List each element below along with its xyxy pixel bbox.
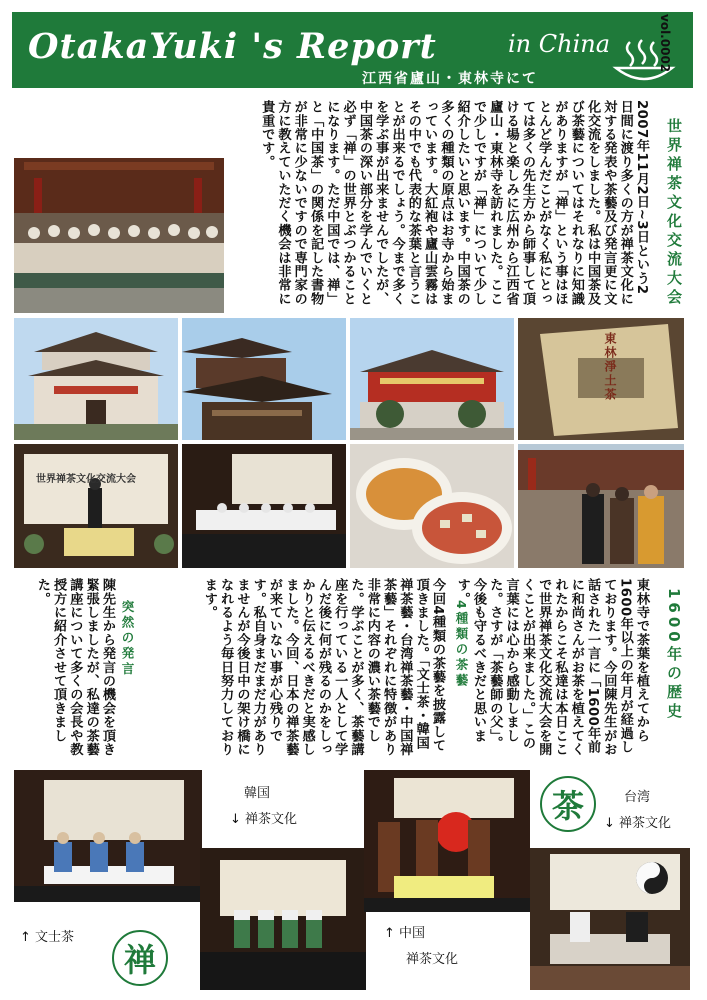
zen-character-badge: 禅 [112, 930, 168, 986]
conference-heading: 世界禅茶文化交流大会 [665, 118, 683, 308]
tea-book-title: 東林淨土茶 [603, 332, 617, 402]
chinese-zen-tea-photo [364, 770, 530, 912]
tea-book-photo [518, 318, 684, 440]
pagoda-roof-photo [182, 318, 346, 440]
group-with-monk-photo [518, 444, 684, 568]
conference-article: 2007年11月2日~3日という2日間に渡り多くの方が禅茶文化に対する発表や茶藝及び発言更に文化交流をしました。私は中国茶及び茶藝についてはそれなりに知識がありますが「禅」という事はほとんど学んだことがなく私にとっては多くの先生方から師事して頂ける場と楽しみに広州から江西省廬山・東林寺を訪れました。ここで少しですが「禅」について少し紹介したいと思います。中国茶の多くの種類の原点はお寺から始まっています。大紅袍や廬山雲霧はその中でも代表的な茶葉と言うことが出来るでしょう。今まで多くを学ぶ事が出来ませんでしたが、中国茶の深い部分を学んでいくと必ず「禅」の世界とぶつかることになります。ただ中国では、禅」と「中国茶」の関係を記した書物が非常に少ないですので専門家の方に教えていただく機会は非常に貴重です。 [259, 100, 649, 306]
speaker-photo [14, 444, 178, 568]
taiwan-zen-tea-photo [530, 848, 690, 990]
sudden-speech-article: 陳先生から発言の機会を頂き緊張しましたが、私達の茶藝講座について多くの会長や教授方に紹介させて頂きました。 [34, 578, 115, 757]
bunshi-caption: ↑ 文士茶 [20, 930, 75, 945]
taiwan-caption: 台湾 [624, 790, 651, 805]
ceremony-hall-photo [182, 444, 346, 568]
in-china-label: in China [508, 30, 611, 58]
vegetarian-food-photo [350, 444, 514, 568]
temple-building-photo [14, 318, 178, 440]
banner-text-left: 世界禅茶文化交流大会 [36, 474, 136, 485]
china-caption: ↑ 中国 [384, 926, 426, 941]
history-heading: 1600年の歴史 [665, 588, 683, 722]
history-article: 東林寺で茶葉を植えてから1600年以上の年月が経過しております。今回陳先生がお話された一言に「1600年前に和尚さんがお茶を植えてくれたからこそ私達は本日ここで世界禅茶文化交流大会を開くことが出来ました。」この言葉には心から感動しました。さすが「茶藝師の父」。今後も守るべきだと思います。 [454, 578, 649, 757]
location-subtitle: 江西省廬山・東林寺にて [362, 71, 538, 87]
four-tea-arts-heading: 4種類の茶藝 [454, 600, 469, 690]
group-photo [14, 158, 224, 313]
korea-caption: 韓国 [244, 786, 271, 801]
volume-number: vol.0002 [658, 14, 672, 73]
main-hall-photo [350, 318, 514, 440]
bunshi-tea-photo [200, 848, 366, 990]
korean-tea-ceremony-photo [14, 770, 202, 902]
taiwan-caption-sub: ↓ 禅茶文化 [604, 816, 672, 831]
report-title: OtakaYuki 's Report [28, 26, 437, 67]
korea-caption-sub: ↓ 禅茶文化 [230, 812, 298, 827]
sudden-speech-heading: 突然の発言 [120, 600, 135, 678]
four-tea-arts-article: 今回4種類の茶藝を披露して頂きました。「文士茶・韓国禅茶藝・台湾禅茶藝・中国禅茶藝」それぞれに特徴があり非常に内容の濃い茶藝でした。学ぶことが多く、茶藝講座を行っている一人として学んだ後に何が残るのかをしっかりと伝えるべきだと実感しました。今回、日本の禅茶藝が来ていない事が心残りです。私自身まだまだ力がありませんが今後日中の架け橋になれるよう毎日努力しております。 [201, 578, 445, 757]
china-caption-sub: 禅茶文化 [406, 952, 459, 967]
tea-character-badge: 茶 [540, 776, 596, 832]
